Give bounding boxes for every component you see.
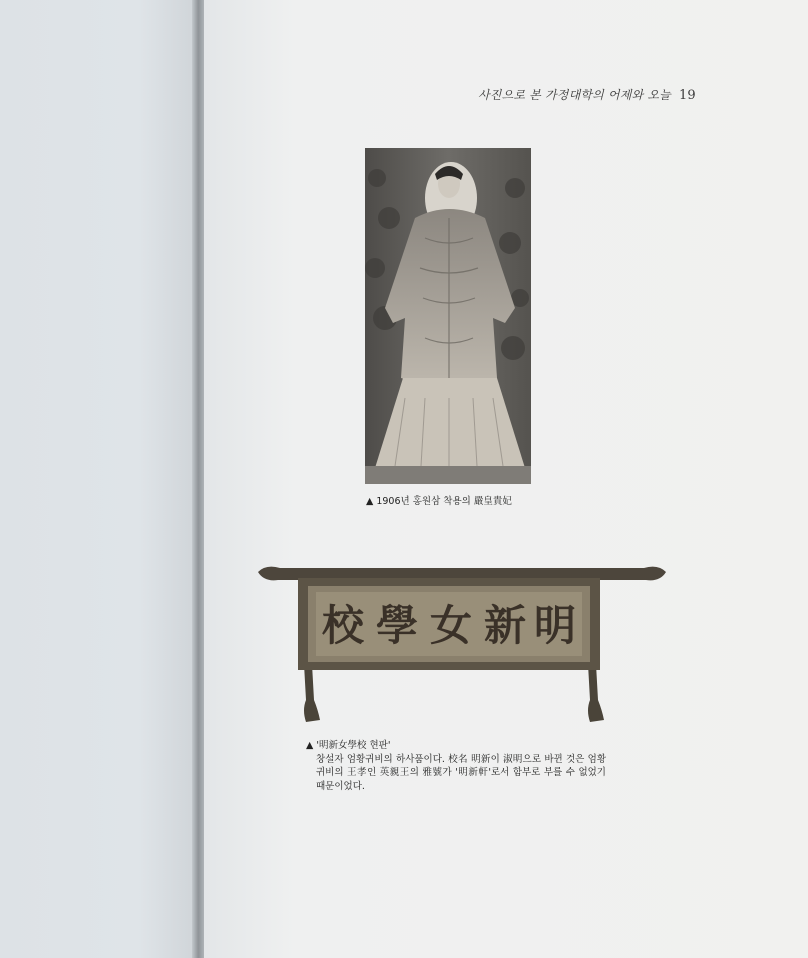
page-number: 19 (678, 88, 696, 103)
photo-caption-text: 1906년 홍원삼 착용의 嚴皇貴妃 (376, 496, 512, 507)
signboard-caption (306, 739, 606, 793)
left-page (0, 0, 198, 958)
running-header (478, 86, 718, 103)
signboard-caption-body: 창설자 엄황귀비의 하사품이다. 校名 明新이 淑明으로 바뀐 것은 엄황귀비의 王孝인 英親王의 雅號가 '明新軒'로서 함부로 부를 수 없었기 때문이었다. (316, 753, 606, 792)
board-character: 女 (430, 601, 473, 650)
photo-caption (366, 493, 566, 507)
school-signboard-photo (258, 560, 666, 730)
triangle-marker-icon: ▲ (366, 496, 374, 507)
board-character: 新 (484, 601, 527, 650)
board-character: 學 (376, 601, 419, 650)
signboard-caption-title: '明新女學校 현판' (316, 740, 391, 751)
portrait-photograph (365, 148, 531, 484)
board-character: 校 (322, 601, 365, 650)
triangle-marker-icon: ▲ (306, 740, 314, 751)
running-title: 사진으로 본 가정대학의 어제와 오늘 (478, 88, 671, 102)
board-character: 明 (534, 601, 577, 650)
